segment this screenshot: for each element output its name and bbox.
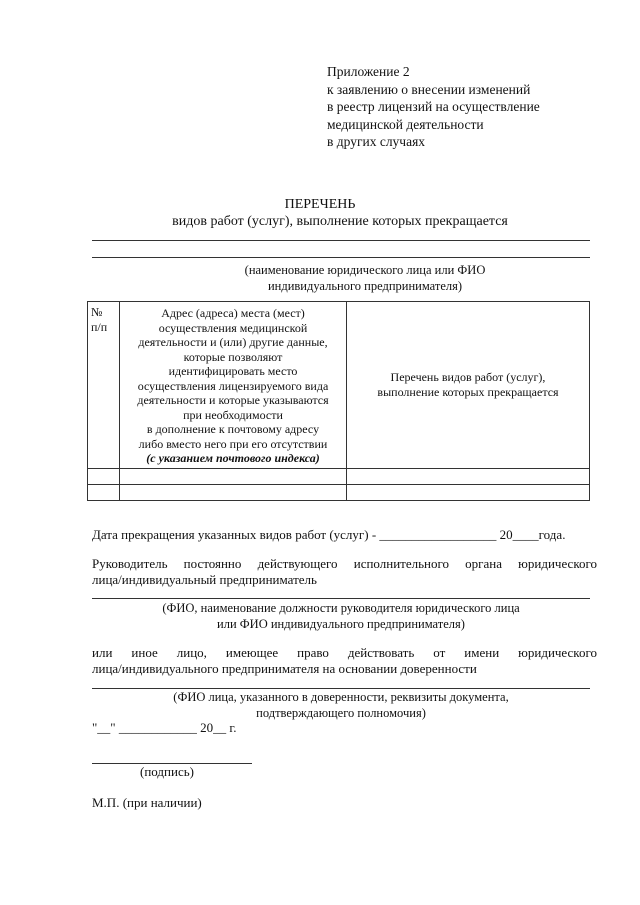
proxy-word: имеющее xyxy=(225,645,279,660)
head-caption xyxy=(92,600,590,632)
signature-caption: (подпись) xyxy=(140,764,194,779)
termination-date-line xyxy=(92,527,565,543)
proxy-word: действовать xyxy=(347,645,415,660)
signing-date xyxy=(92,720,237,736)
col-address-line: в дополнение к почтовому адресу xyxy=(146,422,320,436)
col-services-header-line-1: Перечень видов работ (услуг), xyxy=(390,370,546,385)
appendix-line-1: Приложение 2 xyxy=(327,64,410,79)
signing-month[interactable]: ____________ xyxy=(118,720,197,735)
head-caption-line-2: или ФИО индивидуального предпринимателя) xyxy=(217,617,465,631)
termination-date-blank[interactable]: __________________ xyxy=(379,527,497,542)
entity-name-caption xyxy=(130,262,600,294)
table-cell[interactable] xyxy=(88,484,120,500)
table-cell[interactable] xyxy=(347,468,590,484)
table-cell[interactable] xyxy=(120,468,347,484)
col-number-header-line-1: № xyxy=(91,305,103,319)
col-address-line: деятельности и которые указываются xyxy=(137,393,329,407)
services-table xyxy=(87,301,590,501)
head-word: действующего xyxy=(257,556,338,571)
proxy-word: лицо, xyxy=(176,645,207,660)
col-address-line: осуществления лицензируемого вида xyxy=(137,378,329,393)
head-line-2: лица/индивидуальный предприниматель xyxy=(92,572,317,587)
col-number-header-line-2: п/п xyxy=(91,319,108,334)
col-address-line: идентифицировать место xyxy=(168,364,298,378)
termination-year-suffix: года. xyxy=(538,527,566,542)
col-address-header xyxy=(120,302,347,469)
col-services-header xyxy=(347,302,590,469)
table-row xyxy=(88,484,590,500)
signing-day[interactable]: "__" xyxy=(92,720,116,735)
appendix-line-5: в других случаях xyxy=(327,134,426,149)
col-address-line: при необходимости xyxy=(183,407,283,422)
table-header-row xyxy=(88,302,590,469)
col-address-line: Адрес (адреса) места (мест) xyxy=(161,306,305,320)
head-word: постоянно xyxy=(183,556,242,571)
table-cell[interactable] xyxy=(88,468,120,484)
entity-name-line-1 xyxy=(92,240,590,241)
appendix-line-3: в реестр лицензий на осуществление xyxy=(327,99,540,114)
proxy-word: от xyxy=(433,645,446,660)
stamp-label: М.П. (при наличии) xyxy=(92,795,202,810)
col-address-line: которые позволяют xyxy=(183,349,283,364)
table-cell[interactable] xyxy=(347,484,590,500)
head-word: Руководитель xyxy=(92,556,168,571)
col-number-header xyxy=(88,302,120,469)
proxy-line-2: лица/индивидуального предпринимателя на основании доверенности xyxy=(92,661,477,676)
head-caption-line-1: (ФИО, наименование должности руководителя юридического лица xyxy=(162,601,520,615)
appendix-line-4: медицинской деятельности xyxy=(327,116,484,132)
proxy-word: иное xyxy=(131,645,158,660)
head-signature-line[interactable] xyxy=(92,598,590,599)
table-cell[interactable] xyxy=(120,484,347,500)
entity-caption-line-1: (наименование юридического лица или ФИО xyxy=(244,263,486,277)
col-services-header-line-2: выполнение которых прекращается xyxy=(377,384,559,399)
document-title: ПЕРЕЧЕНЬ xyxy=(284,197,356,212)
signing-year[interactable]: 20__ г. xyxy=(200,720,237,735)
col-address-line: деятельности и (или) другие данные, xyxy=(138,335,328,349)
termination-year[interactable]: 20____ xyxy=(499,527,539,542)
proxy-word: право xyxy=(297,645,329,660)
document-subtitle: видов работ (услуг), выполнение которых прекращается xyxy=(172,214,508,229)
head-word: исполнительного xyxy=(353,556,449,571)
proxy-word: или xyxy=(92,645,113,660)
proxy-line-1 xyxy=(92,645,597,661)
proxy-word: имени xyxy=(464,645,500,660)
appendix-note xyxy=(327,63,540,151)
appendix-line-2: к заявлению о внесении изменений xyxy=(327,81,531,97)
head-line-1 xyxy=(92,556,597,572)
head-word: органа xyxy=(465,556,502,571)
col-address-line: осуществления медицинской xyxy=(158,320,308,335)
termination-date-label: Дата прекращения указанных видов работ (услуг) - xyxy=(92,527,377,542)
table-row xyxy=(88,468,590,484)
entity-name-line-2 xyxy=(92,257,590,258)
col-address-emphasis: (с указанием почтового индекса) xyxy=(146,451,320,465)
proxy-word: юридического xyxy=(518,645,597,660)
proxy-caption xyxy=(92,689,590,721)
head-word: юридического xyxy=(518,556,597,571)
proxy-caption-line-2: подтверждающего полномочия) xyxy=(256,706,426,720)
entity-caption-line-2: индивидуального предпринимателя) xyxy=(267,279,463,293)
proxy-caption-line-1: (ФИО лица, указанного в доверенности, реквизиты документа, xyxy=(173,690,509,704)
col-address-line: либо вместо него при его отсутствии xyxy=(138,436,328,451)
